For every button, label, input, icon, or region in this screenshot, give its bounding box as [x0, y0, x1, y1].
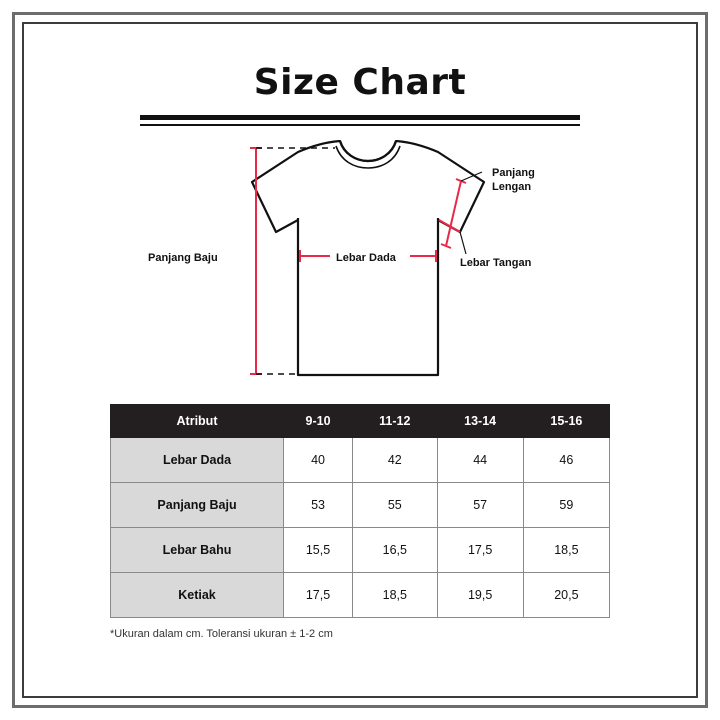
row-label-ketiak: Ketiak: [111, 573, 284, 618]
cell-panjang-baju-11-12: 55: [353, 483, 437, 528]
table-header: [111, 405, 610, 438]
label-lebar-tangan: Lebar Tangan: [460, 257, 532, 269]
row-label-panjang-baju: Panjang Baju: [111, 483, 284, 528]
divider-thin: [140, 124, 580, 126]
cell-ketiak-13-14: 19,5: [437, 573, 523, 618]
table-header-size-13-14: 13-14: [437, 405, 523, 438]
label-lebar-dada: Lebar Dada: [336, 252, 396, 264]
cell-panjang-baju-15-16: 59: [523, 483, 609, 528]
cell-lebar-dada-13-14: 44: [437, 438, 523, 483]
table-row: [111, 528, 610, 573]
table-row: [111, 438, 610, 483]
divider-thick: [140, 115, 580, 120]
table-header-size-11-12: 11-12: [353, 405, 437, 438]
table-row: [111, 483, 610, 528]
label-panjang-baju: Panjang Baju: [148, 252, 218, 264]
cell-lebar-bahu-11-12: 16,5: [353, 528, 437, 573]
content-area: [40, 40, 680, 680]
table-header-size-9-10: 9-10: [284, 405, 353, 438]
title-divider: [140, 115, 580, 126]
table-row: [111, 573, 610, 618]
cell-lebar-dada-11-12: 42: [353, 438, 437, 483]
cell-panjang-baju-9-10: 53: [284, 483, 353, 528]
table-body: [111, 438, 610, 618]
page-title: Size Chart: [253, 62, 467, 103]
cell-lebar-bahu-9-10: 15,5: [284, 528, 353, 573]
cell-lebar-bahu-15-16: 18,5: [523, 528, 609, 573]
label-panjang-lengan-1: Panjang: [492, 167, 535, 179]
table-header-attribute: Atribut: [111, 405, 284, 438]
cell-lebar-dada-9-10: 40: [284, 438, 353, 483]
footnote: *Ukuran dalam cm. Toleransi ukuran ± 1-2 cm: [110, 628, 333, 640]
cell-lebar-dada-15-16: 46: [523, 438, 609, 483]
cell-panjang-baju-13-14: 57: [437, 483, 523, 528]
cell-ketiak-11-12: 18,5: [353, 573, 437, 618]
cell-lebar-bahu-13-14: 17,5: [437, 528, 523, 573]
cell-ketiak-9-10: 17,5: [284, 573, 353, 618]
label-panjang-lengan-2: Lengan: [492, 181, 532, 193]
table-header-size-15-16: 15-16: [523, 405, 609, 438]
size-table: [110, 404, 610, 618]
table-header-row: [111, 405, 610, 438]
tshirt-diagram: [40, 140, 680, 398]
row-label-lebar-dada: Lebar Dada: [111, 438, 284, 483]
tshirt-svg: [130, 140, 590, 398]
cell-ketiak-15-16: 20,5: [523, 573, 609, 618]
panjang-baju-measure: [250, 148, 335, 374]
lebar-tangan-measure: [439, 220, 466, 254]
row-label-lebar-bahu: Lebar Bahu: [111, 528, 284, 573]
